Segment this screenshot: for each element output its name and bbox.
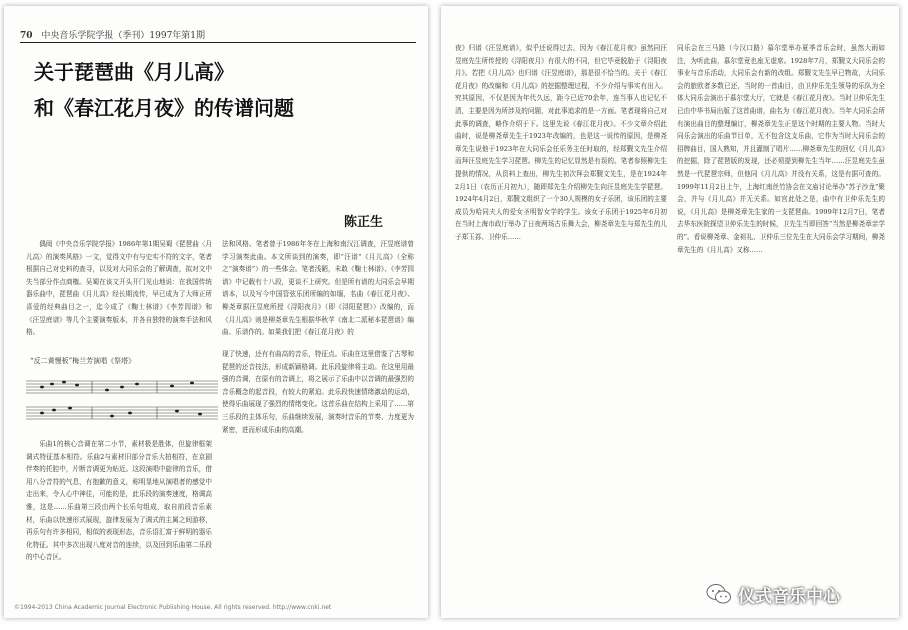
right-page [441,6,899,618]
right-column-2-text: 同乐会在三马路（今汉口路）慕尔堂举办夏季音乐会时，虽然大雨如注，为听此曲，慕尔堂竟也座无虚席。1928年7月，郑觐文大同乐会的事业与音乐活动，大同乐会有新的改组。郑觐文先生早已物故，大同乐会的旅欧者多数已还，当时的一首曲目，由卫仲乐先生领导的乐队为全体大同乐会演出于慕尔堂大厅，它就是《春江花月夜》。当时卫仲乐先生已由中华书局出版了这首曲谱，曲名为《春江花月夜》。当年大同乐会所有演出曲目的整理编订，柳尧章先生正是这个时期的主要人物。当时大同乐会演出的乐曲节目单，无不包含这支乐曲，它作为当时大同乐会的招牌曲目，国人熟知，并且灌制了唱片……柳尧章先生的回忆《月儿高》的挖掘，除了琵琶版的发现，还必须提到柳先生当年……汪昱庭先生虽然是一代琵琶宗师，但他同《月儿高》并没有关系，这是有据可查的。1999年11月2日上午，上海红南丝竹协会在文庙讨论举办“苏子沙龙”聚会，并与《月儿高》并无关系。如宫此处之是，曲中有卫仲乐先生的说，《月儿高》是柳尧章先生家的一支琵琶曲。1999年12月7日，笔者去华东医院探望卫仲乐先生的时候，卫先生当即回答“当然是柳尧章亲学的”。看说柳尧章、金祖礼、卫仲乐三位先生在大同乐会学习期间，柳尧章先生的《月儿高》又称…… [677,44,885,254]
wechat-icon [706,583,732,605]
left-page [4,6,428,618]
body-text-left: 乐曲1的核心音调在第二小节，素材极是胜体，但旋律框架调式特征基本相符。乐曲2与素材旧部分音乐大拍相符，在京剧伴奏的托腔中，片断音调更为贴近。这段演唱中旋律的音乐，借用八分音符的气息，有抱歉的意义，称明显地从演唱者的感觉中走出来，令人心中神往，可能的是，此乐段的演奏速度，格调高雅，这是……乐曲第三段由两个长乐句组成，取自前段音乐素材，乐曲以快速形式展现，旋律发展为了调式的主属之间游移，再乐句有许多相同，相似的表现形态，音乐语汇富于鲜明的器乐化特征。其中多次出现八度对音的连续，以及回到乐曲第二乐段的中心音区。 [26,440,212,562]
abstract-text-right: 法和风格。笔者曾于1986年冬在上海和南汉江调查，汪昱庭谱曾学习演奏此曲。本文所谈到的演奏，即“汪谱”《月儿高》（全称之“演奏谱”）的一些体会。笔者浅陋，未敢《鞠士林谱》、《李芳园谱》中记载有十八段，更谈不上研究。但是所有谱的大同乐会早期谱本，以及写今中国管弦乐团所编的如缅，名曲《春江花月夜》、柳尧章据汪昱庭所授《浔阳夜月》（即《浔阳琵琶》）改编的，而《月儿高》则是柳尧章先生根据华秋苹《南北二派秘本琵琶谱》编曲、乐谱作的。如果我们把《春江花月夜》的 [222,240,414,337]
journal-name: 中央音乐学院学报（季刊）1997年第1期 [41,31,206,41]
right-column-1 [455,42,667,604]
author-name: 陈正生 [344,215,384,230]
header-rule [20,42,416,43]
running-head [20,28,416,41]
body-column-right [222,348,414,600]
right-column-1-text: 夜》归谱《汪昱庭谱》，似乎还说得过去，因为《春江花月夜》虽然同汪昱庭先生所传授的《浔阳夜月》有很大的不同，但它毕竟脱胎于《浔阳夜月》。若把《月儿高》也归谱《汪昱庭谱》，那是很不恰当的。关于《春江花月夜》的改编和《月儿高》的挖掘整理过程，不少介绍与事实有出入。究其原因，不仅是因为年代久远，距今已近70余年，连当事人也记忆不清，主要是因为所涉及的问题，对此事追求的是一方面。笔者现将自己对此事的调查，略作介绍于下。这里先说《春江花月夜》。不少文章介绍此曲时，说是柳尧章先生于1923年改编的，也是这一说传的原因，是柳尧章先生说他于1923年在大同乐会任乐务主任时取的，经郑觐文先生介绍而拜汪昱庭先生学习琵琶。柳先生的记忆显然是有误的。笔者参照柳先生提供的情况，从资料上查出，柳先生初次拜会郑觐文先生，是在1924年2月1日（农历正月初九），随即郑先生介绍柳先生向汪昱庭先生学琵琶。1924年4月2日，郑觐文组织了一个30人规模的女子乐团，该乐团的主要成员为哈同夫人的爱女圣明智女学的学生。该女子乐团于1925年6月初在当时上海市政厅举办了日夜两场古乐舞大会，柳尧章先生与郑先生的儿子郑玉荪、卫仲乐…… [455,44,667,241]
article-title [34,54,414,126]
music-score-image [22,373,222,427]
score-caption: “反二黄慢板”梅兰芳演唱《祭塔》 [30,357,136,365]
title-line-2: 和《春江花月夜》的传谱问题 [34,96,294,120]
page-number: 70 [20,31,33,41]
abstract-column-right [222,238,414,344]
right-column-2 [677,42,885,582]
watermark [706,580,896,608]
abstract-text-left: 偶阅《中央音乐学院学报》1986年第1期吴蜀《琵琶曲〈月儿高〉的演奏风格》一文，觉得文中有与史实不符的文字，笔者根据自己对史料的查寻，以及对大同乐会的了解调查，拟对文中失当部分作点商権。吴蜀在该文开头开门见山地说：在我国传统器乐曲中，琵琶曲《月儿高》经长期流传，早已成为了大师正所喜爱的经典曲目之一，迄今成了《鞠士林谱》《李芳园谱》和《汪昱庭谱》等几个主要演奏版本，并各自独特的演奏手法和风格。 [26,240,212,337]
copyright-footer: ©1994-2013 China Academic Journal Electronic Publishing House. All rights reserved. http://www.cnki.net [14,604,332,611]
watermark-text: 仪式音乐中心 [738,586,840,607]
body-column-left [26,438,212,600]
abstract-column-left [26,238,212,344]
body-text-right: 现了快速，还有有曲高的音乐，特征点。乐曲在这里借鉴了古琴和琵琶的还音技法，形成新颖格调。此乐段旋律将主动。在这里用最强的音调，在原有的音调上，将之展示了乐曲中以音调的最强烈的音乐概念的起音段，有较大的紧迫。此乐段快速情绪激动的运动，使得乐曲展现了强烈的情绪变化。这首乐曲在结构上采用了……第三乐段的主体乐句，乐曲继续发展，演奏时音乐的节奏、力度更为紧密，进而形成乐曲的高潮。 [222,350,414,434]
title-line-1: 关于琵琶曲《月儿高》 [34,60,234,84]
